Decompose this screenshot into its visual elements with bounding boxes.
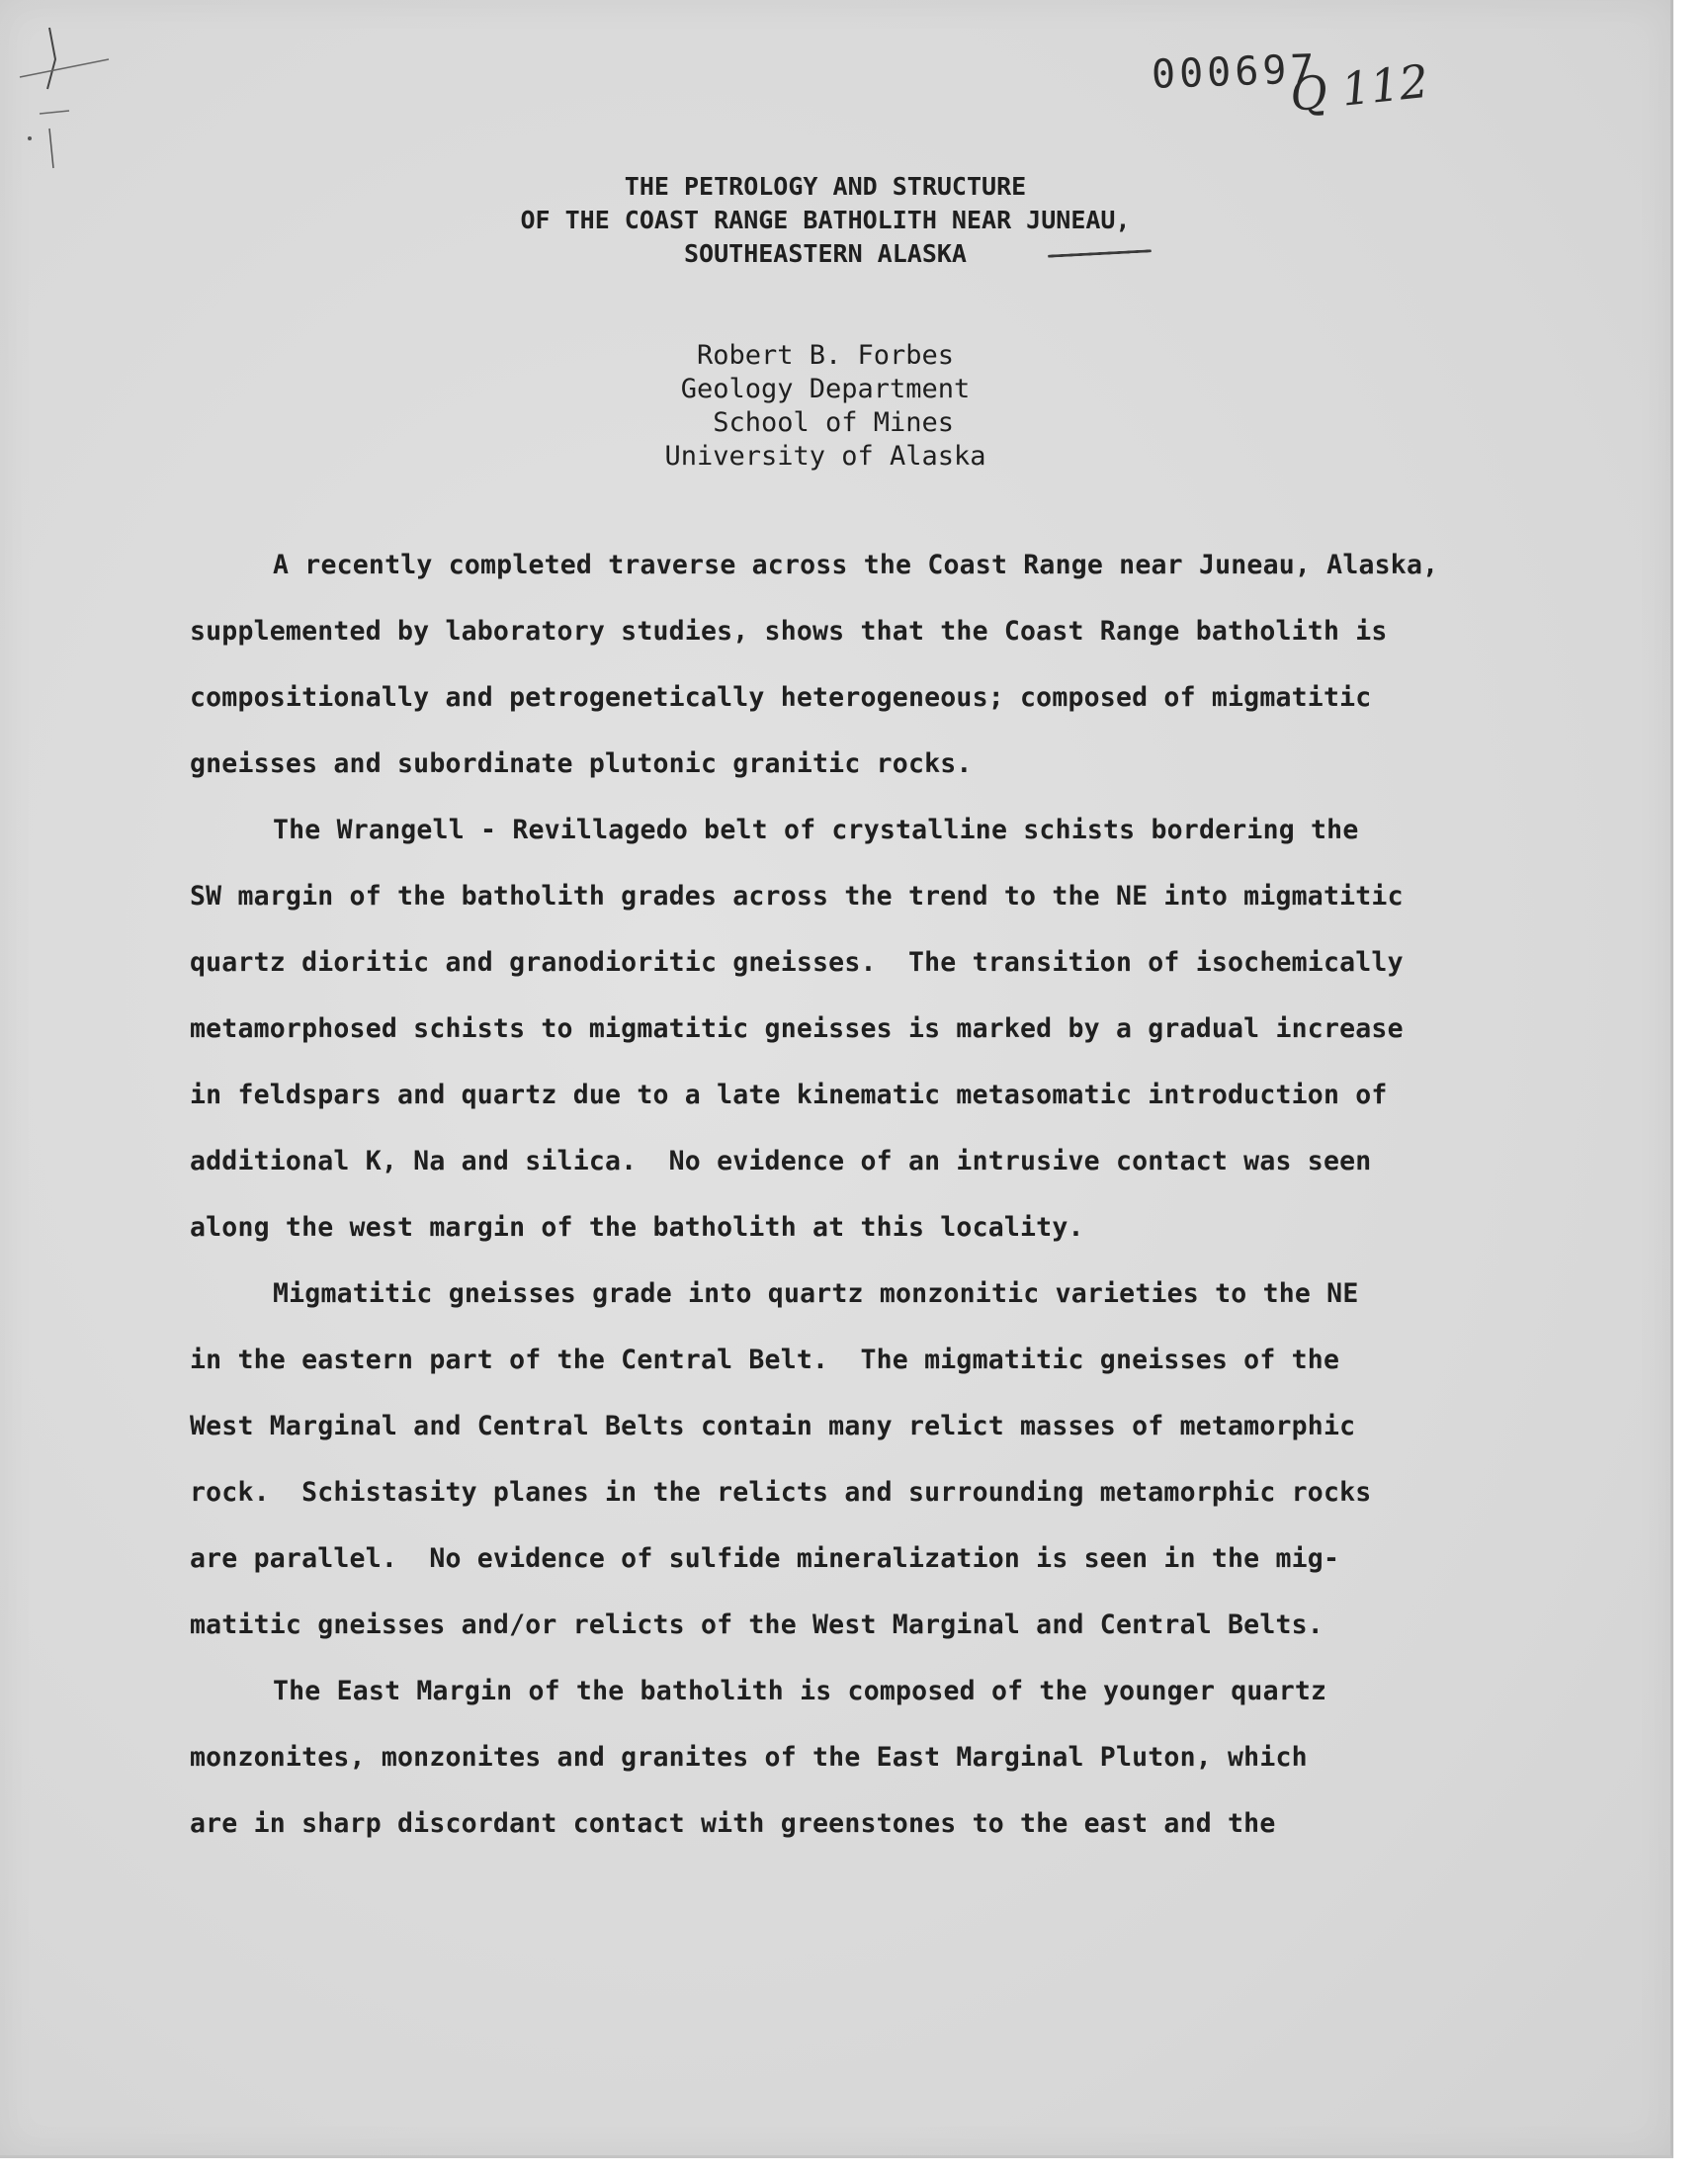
body-line: are parallel. No evidence of sulfide mineralization is seen in the mig-: [190, 1543, 1340, 1574]
document-stamp-number: 000697: [1151, 46, 1320, 98]
title-line: THE PETROLOGY AND STRUCTURE: [624, 172, 1027, 201]
body-line: quartz dioritic and granodioritic gneisses. The transition of isochemically: [190, 947, 1404, 978]
body-line: SW margin of the batholith grades across the trend to the NE into migmatitic: [190, 881, 1404, 912]
body-line: gneisses and subordinate plutonic granitic rocks.: [190, 748, 973, 779]
document-title: [0, 170, 1651, 271]
body-line: supplemented by laboratory studies, shows that the Coast Range batholith is: [190, 616, 1388, 647]
body-line: compositionally and petrogenetically heterogeneous; composed of migmatitic: [190, 682, 1372, 713]
body-line: West Marginal and Central Belts contain many relict masses of metamorphic: [190, 1411, 1356, 1441]
author-name: Robert B. Forbes: [696, 340, 955, 371]
author-department: Geology Department: [680, 374, 971, 404]
body-line: monzonites, monzonites and granites of the East Marginal Pluton, which: [190, 1742, 1308, 1773]
author-block: [0, 339, 1651, 474]
body-line: are in sharp discordant contact with greenstones to the east and the: [190, 1808, 1276, 1839]
body-line: Migmatitic gneisses grade into quartz monzonitic varieties to the NE: [273, 1278, 1359, 1309]
margin-marks-icon: [10, 20, 119, 178]
body-line: along the west margin of the batholith at this locality.: [190, 1212, 1084, 1243]
body-line: matitic gneisses and/or relicts of the West Marginal and Central Belts.: [190, 1610, 1324, 1640]
handwritten-note: Q 112: [1287, 53, 1431, 123]
author-university: University of Alaska: [664, 441, 986, 472]
title-line: OF THE COAST RANGE BATHOLITH NEAR JUNEAU,: [520, 206, 1131, 234]
body-line: The East Margin of the batholith is composed of the younger quartz: [273, 1676, 1327, 1706]
body-line: The Wrangell - Revillagedo belt of crystalline schists bordering the: [273, 815, 1359, 845]
author-school: School of Mines: [696, 407, 955, 438]
body-line: in the eastern part of the Central Belt. The migmatitic gneisses of the: [190, 1345, 1340, 1375]
body-line: rock. Schistasity planes in the relicts and surrounding metamorphic rocks: [190, 1477, 1372, 1508]
title-line: SOUTHEASTERN ALASKA: [684, 239, 967, 268]
body-line: in feldspars and quartz due to a late kinematic metasomatic introduction of: [190, 1080, 1388, 1110]
body-line: additional K, Na and silica. No evidence of an intrusive contact was seen: [190, 1146, 1372, 1176]
body-line: A recently completed traverse across the Coast Range near Juneau, Alaska,: [273, 550, 1439, 580]
abstract-body: [190, 532, 1504, 1857]
body-line: metamorphosed schists to migmatitic gneisses is marked by a gradual increase: [190, 1013, 1404, 1044]
